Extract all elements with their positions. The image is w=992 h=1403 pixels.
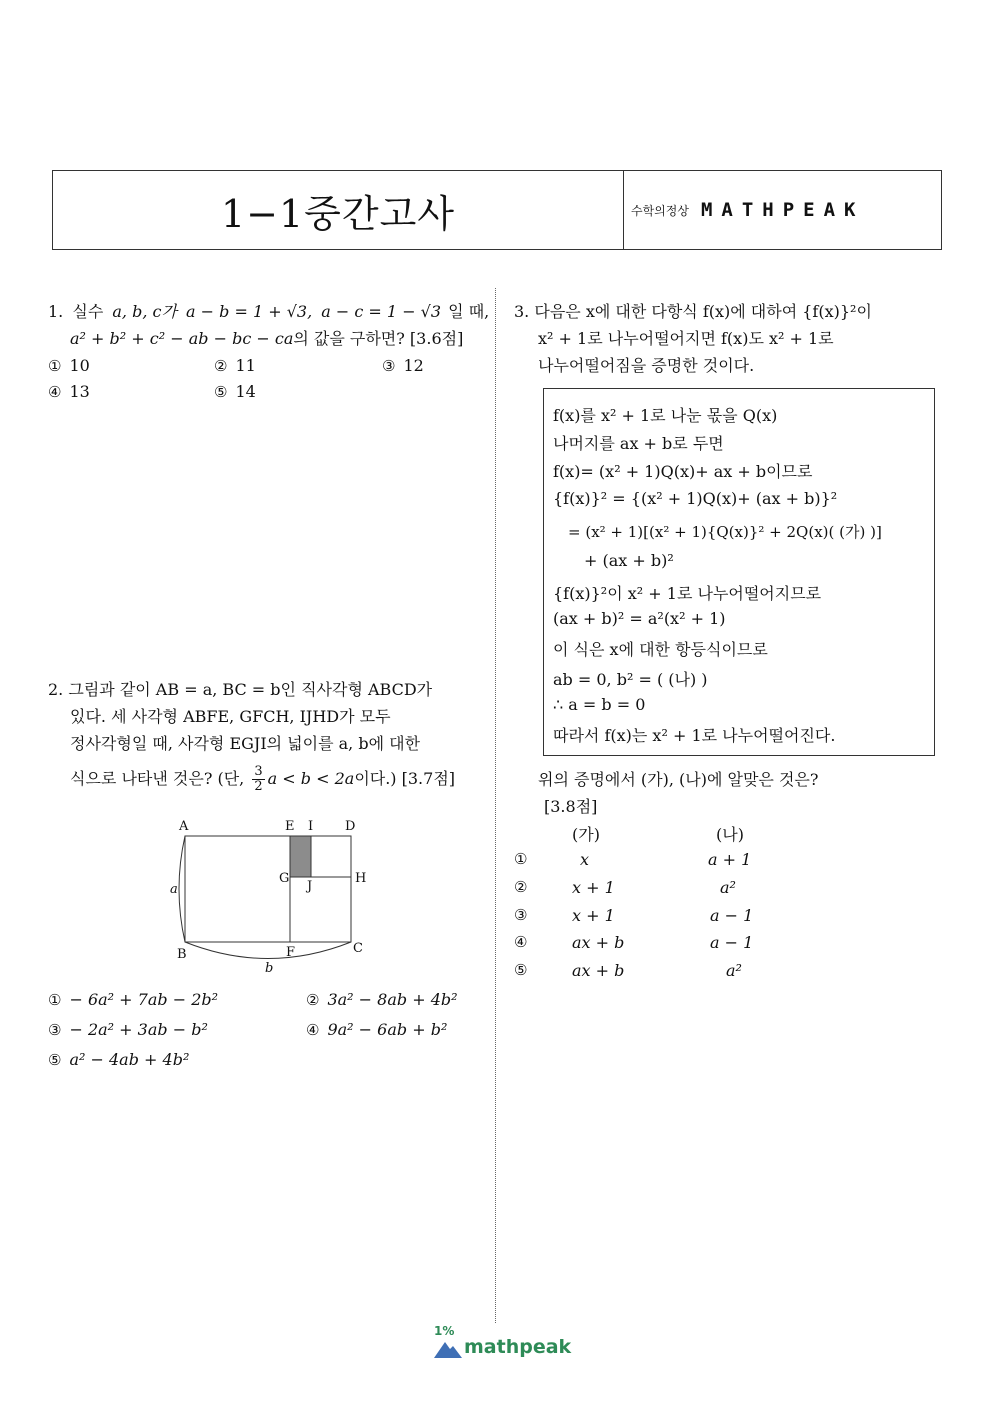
- q2-line-1: 2. 그림과 같이 AB = a, BC = b인 직사각형 ABCD가: [48, 680, 433, 699]
- q3-table-header: (가) (나): [572, 825, 744, 844]
- q1-option-1[interactable]: ① 10: [48, 356, 90, 375]
- q3-prompt: 위의 증명에서 (가), (나)에 알맞은 것은? [3.8점]: [538, 770, 819, 816]
- q2-option-1[interactable]: ① − 6a² + 7ab − 2b²: [48, 990, 219, 1009]
- proof-line-8: (ax + b)² = a²(x² + 1): [553, 609, 726, 628]
- label-E: E: [285, 819, 295, 834]
- label-a: a: [170, 882, 178, 897]
- question-2: [48, 676, 488, 794]
- q2-option-2[interactable]: ② 3a² − 8ab + 4b²: [306, 990, 458, 1009]
- rectangle-figure: [165, 815, 375, 980]
- label-A: A: [179, 819, 189, 834]
- proof-line-4: {f(x)}² = {(x² + 1)Q(x)+ (ax + b)}²: [553, 489, 838, 508]
- proof-box: [543, 388, 935, 756]
- label-J: J: [307, 879, 313, 894]
- q2-option-5[interactable]: ⑤ a² − 4ab + 4b²: [48, 1050, 190, 1069]
- q3-line-1: 3. 다음은 x에 대한 다항식 f(x)에 대하여 {f(x)}²이: [514, 302, 872, 321]
- fraction: $\frac{3}{2}$: [254, 764, 263, 794]
- logo-text: mathpeak: [464, 1336, 572, 1358]
- proof-line-6: + (ax + b)²: [584, 551, 674, 570]
- q1-line-2: a² + b² + c² − ab − bc − ca의 값을 구하면? [3.6점]: [70, 329, 464, 348]
- brand-korean: 수학의정상: [631, 203, 689, 218]
- q3-option-5[interactable]: ⑤ ax + b a²: [514, 961, 742, 980]
- q2-option-4[interactable]: ④ 9a² − 6ab + b²: [306, 1020, 448, 1039]
- brand-english: MATHPEAK: [700, 199, 865, 221]
- logo-percent: 1%: [434, 1324, 455, 1338]
- label-D: D: [345, 819, 356, 834]
- q3-option-3[interactable]: ③ x + 1 a − 1: [514, 906, 754, 925]
- brand: [631, 171, 864, 249]
- question-3: [514, 298, 944, 379]
- proof-line-9: 이 식은 x에 대한 항등식이므로: [553, 640, 768, 659]
- q3-option-1[interactable]: ① x a + 1: [514, 850, 752, 869]
- exam-title: 1−1중간고사: [53, 171, 624, 249]
- q1-option-2[interactable]: ② 11: [214, 356, 256, 375]
- brace-b: [185, 942, 351, 959]
- proof-line-1: f(x)를 x² + 1로 나눈 몫을 Q(x): [553, 406, 778, 425]
- column-divider: [495, 288, 496, 1323]
- q3-line-2: x² + 1로 나누어떨어지면 f(x)도 x² + 1로: [538, 329, 834, 348]
- proof-line-7: {f(x)}²이 x² + 1로 나누어떨어지므로: [553, 584, 822, 603]
- proof-line-11: ∴ a = b = 0: [553, 695, 646, 714]
- proof-line-10: ab = 0, b² = ( (나) ): [553, 670, 708, 689]
- label-B: B: [177, 947, 187, 962]
- label-I: I: [308, 819, 314, 834]
- proof-line-12: 따라서 f(x)는 x² + 1로 나누어떨어진다.: [553, 726, 836, 745]
- question-1: [48, 298, 488, 352]
- q1-option-5[interactable]: ⑤ 14: [214, 382, 256, 401]
- q2-option-3[interactable]: ③ − 2a² + 3ab − b²: [48, 1020, 208, 1039]
- label-H: H: [355, 871, 367, 886]
- mountain-icon: [434, 1338, 462, 1358]
- label-b: b: [265, 961, 274, 976]
- exam-header: [52, 170, 942, 250]
- rectangle-ABCD: [185, 836, 351, 942]
- gray-square-EGJI: [290, 836, 311, 877]
- brace-a: [179, 836, 185, 942]
- proof-line-5: = (x² + 1)[(x² + 1){Q(x)}² + 2Q(x)( (가) )]: [568, 523, 882, 541]
- q2-line-2: 있다. 세 사각형 ABFE, GFCH, IJHD가 모두: [70, 707, 391, 726]
- q3-line-3: 나누어떨어짐을 증명한 것이다.: [538, 356, 755, 375]
- proof-line-3: f(x)= (x² + 1)Q(x)+ ax + b이므로: [553, 462, 813, 481]
- mathpeak-logo: [434, 1324, 572, 1360]
- q1-option-3[interactable]: ③ 12: [382, 356, 424, 375]
- q3-option-4[interactable]: ④ ax + b a − 1: [514, 933, 754, 952]
- label-G: G: [279, 871, 290, 886]
- q2-line-4: 식으로 나타낸 것은? (단, $\frac{3}{2}$ a < b < 2a이다.) [3.7점]: [70, 764, 456, 794]
- q1-line-1: 1. 실수 a, b, c가 a − b = 1 + √3, a − c = 1 − √3 일 때,: [48, 302, 490, 321]
- q3-option-2[interactable]: ② x + 1 a²: [514, 878, 736, 897]
- q2-line-3: 정사각형일 때, 사각형 EGJI의 넓이를 a, b에 대한: [70, 734, 421, 753]
- q1-option-4[interactable]: ④ 13: [48, 382, 90, 401]
- label-C: C: [353, 941, 363, 956]
- label-F: F: [286, 945, 296, 960]
- proof-line-2: 나머지를 ax + b로 두면: [553, 434, 724, 453]
